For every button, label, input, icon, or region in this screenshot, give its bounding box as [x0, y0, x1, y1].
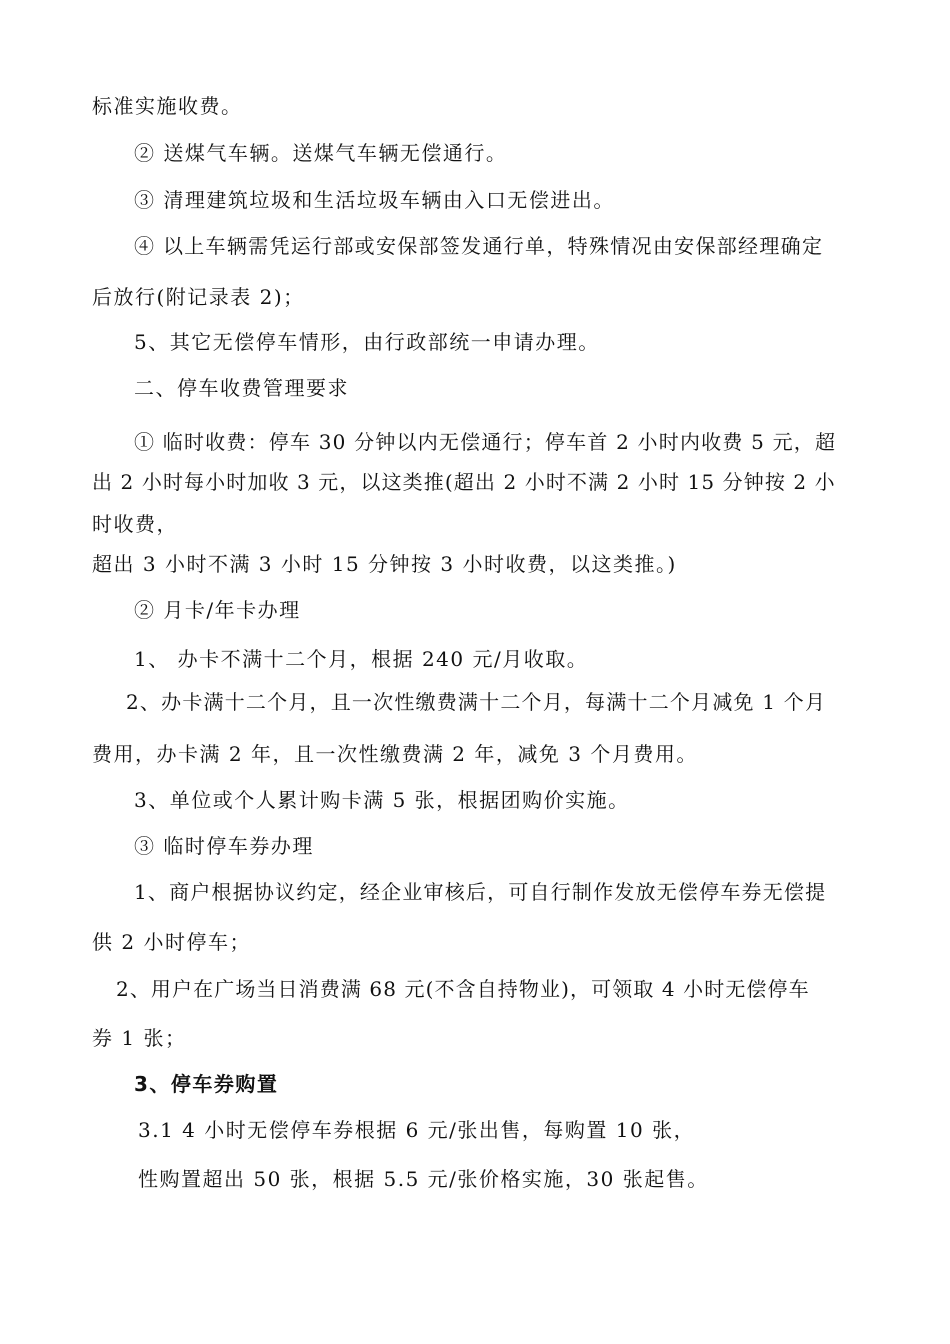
text-line-3: ③ 清理建筑垃圾和生活垃圾车辆由入口无偿进出。 — [134, 188, 615, 212]
text-line-21: 券 1 张； — [92, 1026, 187, 1050]
text-line-23: 3.1 4 小时无偿停车券根据 6 元/张出售，每购置 10 张， — [138, 1118, 696, 1142]
text-line-19: 供 2 小时停车； — [92, 930, 251, 954]
text-line-24: 性购置超出 50 张，根据 5.5 元/张价格实施，30 张起售。 — [138, 1167, 709, 1191]
section-heading-3: 3、停车券购置 — [134, 1072, 279, 1096]
text-line-14: 2、办卡满十二个月，且一次性缴费满十二个月，每满十二个月减免 1 个月 — [126, 690, 827, 714]
text-line-17: ③ 临时停车券办理 — [134, 834, 314, 858]
text-line-16: 3、单位或个人累计购卡满 5 张，根据团购价实施。 — [134, 788, 630, 812]
text-line-4: ④ 以上车辆需凭运行部或安保部签发通行单，特殊情况由安保部经理确定 — [134, 234, 824, 258]
text-line-13: 1、 办卡不满十二个月，根据 240 元/月收取。 — [134, 647, 589, 671]
text-line-6: 5、其它无偿停车情形，由行政部统一申请办理。 — [134, 330, 600, 354]
text-line-9: 出 2 小时每小时加收 3 元，以这类推(超出 2 小时不满 2 小时 15 分钟按 2 小 — [92, 470, 836, 494]
text-line-10: 时收费， — [92, 512, 178, 536]
text-line-20: 2、用户在广场当日消费满 68 元(不含自持物业)，可领取 4 小时无偿停车 — [116, 977, 810, 1001]
text-line-1: 标准实施收费。 — [92, 94, 243, 118]
text-line-18: 1、商户根据协议约定，经企业审核后，可自行制作发放无偿停车券无偿提 — [134, 880, 827, 904]
section-heading-2: 二、停车收费管理要求 — [134, 376, 349, 400]
text-line-12: ② 月卡/年卡办理 — [134, 598, 301, 622]
text-line-5: 后放行(附记录表 2)； — [92, 285, 305, 309]
text-line-2: ② 送煤气车辆。送煤气车辆无偿通行。 — [134, 141, 508, 165]
text-line-15: 费用，办卡满 2 年，且一次性缴费满 2 年，减免 3 个月费用。 — [92, 742, 698, 766]
text-line-11: 超出 3 小时不满 3 小时 15 分钟按 3 小时收费，以这类推。) — [92, 552, 677, 576]
text-line-8: ① 临时收费：停车 30 分钟以内无偿通行；停车首 2 小时内收费 5 元，超 — [134, 430, 837, 454]
